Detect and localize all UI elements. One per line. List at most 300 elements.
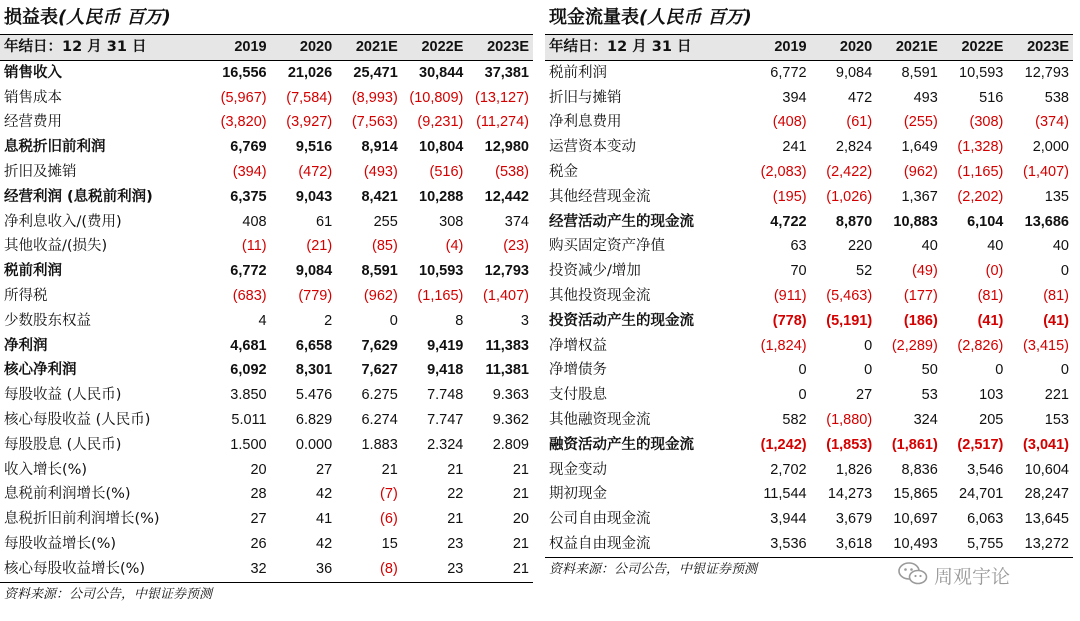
table-row [0,60,533,85]
value-cell: 12,442 [484,188,529,205]
table-row [0,284,533,309]
row-label: 销售收入 [4,64,62,81]
cash-flow-title-text: 现金流量表 [549,7,639,28]
value-cell: 8,870 [835,213,873,230]
value-cell: (2,517) [957,436,1004,453]
header-year-cell: 2021E [876,35,942,60]
value-cell: 9.363 [492,387,529,404]
value-cell: 0 [864,362,873,379]
value-cell: 42 [316,535,333,552]
value-cell: 221 [1044,387,1069,404]
value-cell: 13,272 [1007,532,1073,557]
table-row [0,482,533,507]
value-cell: (472) [298,163,333,180]
value-cell: (255) [903,114,938,131]
value-cell: (1,853) [826,436,873,453]
value-cell: 2 [324,312,333,329]
table-header-row [545,35,1073,60]
value-cell: 1.883 [361,436,398,453]
table-row [545,160,1073,185]
value-cell: 23 [402,557,468,582]
value-cell: 8,301 [295,362,333,379]
value-cell: 23 [447,535,464,552]
value-cell: (1,165) [417,287,464,304]
value-cell: 6,772 [230,263,267,280]
table-row [0,210,533,235]
value-cell: (1,824) [760,337,807,354]
value-cell: 14,273 [827,486,873,503]
watermark-text: 周观宇论 [934,566,1011,588]
value-cell: 25,471 [353,64,398,81]
value-cell: 1,826 [835,461,873,478]
value-cell: 6,092 [230,362,267,379]
value-cell: 63 [790,238,807,255]
value-cell: 0 [798,362,807,379]
table-row [0,433,533,458]
value-cell: 10,697 [893,511,938,528]
value-cell: (911) [773,287,807,304]
value-cell: 2,000 [1032,139,1069,156]
row-label: 购买固定资产净值 [549,238,665,255]
value-cell: 5,755 [942,532,1008,557]
value-cell: 6,375 [230,188,267,205]
value-cell: (13,127) [474,89,529,106]
value-cell: 1,649 [901,139,938,156]
value-cell: 3,546 [967,461,1004,478]
value-cell: (41) [977,312,1004,329]
value-cell: 308 [439,213,464,230]
value-cell: 8,914 [361,139,398,156]
value-cell: 0 [1060,263,1069,280]
value-cell: 11,544 [763,486,807,503]
table-row [0,334,533,359]
value-cell: 11,383 [485,337,529,354]
value-cell: 21 [467,557,533,582]
value-cell: 36 [271,557,337,582]
value-cell: 61 [316,213,333,230]
table-row [545,60,1073,85]
value-cell: (962) [903,163,938,180]
value-cell: 21,026 [287,64,333,81]
header-year-cell: 2020 [271,35,337,60]
header-year-cell: 2021E [336,35,402,60]
table-row [545,433,1073,458]
table-row [545,358,1073,383]
row-label: 少数股东权益 [4,312,91,329]
header-year-cell: 2019 [205,35,271,60]
value-cell: 10,593 [959,64,1004,81]
value-cell: (2,202) [957,188,1004,205]
cash-flow-title [545,0,1073,35]
header-year-cell: 2019 [745,35,811,60]
row-label: 折旧及摊销 [4,163,77,180]
value-cell: 27 [250,511,267,528]
value-cell: (0) [985,263,1004,280]
value-cell: (394) [232,163,267,180]
value-cell: (5,191) [826,312,873,329]
value-cell: (8) [336,557,402,582]
value-cell: 40 [921,238,938,255]
value-cell: 493 [913,89,938,106]
value-cell: 6,104 [967,213,1004,230]
income-statement-panel [0,0,533,607]
income-statement-title-text: 损益表 [4,7,58,28]
value-cell: 21 [512,461,529,478]
value-cell: 2,702 [770,461,807,478]
value-cell: (6) [380,511,398,528]
table-row [0,408,533,433]
value-cell: 3.850 [230,387,267,404]
table-row [545,234,1073,259]
header-year-cell: 2023E [1007,35,1073,60]
value-cell: (962) [363,287,398,304]
value-cell: 516 [979,89,1004,106]
value-cell: (11) [241,238,267,255]
value-cell: 40 [1052,238,1069,255]
value-cell: 20 [250,461,267,478]
value-cell: (1,861) [891,436,938,453]
row-label: 息税折旧前利润 [4,139,106,156]
value-cell: (7) [380,486,398,503]
value-cell: 9,043 [295,188,333,205]
value-cell: 12,980 [484,139,529,156]
row-label: 折旧与摊销 [549,89,622,106]
row-label: 税前利润 [4,263,62,280]
row-label: 净利息费用 [549,114,622,131]
value-cell: 324 [913,411,938,428]
value-cell: (1,880) [826,411,873,428]
value-cell: 52 [856,263,873,280]
income-statement-source: 资料来源：公司公告，中银证券预测 [4,586,213,602]
value-cell: (1,407) [1023,163,1069,180]
value-cell: 8 [455,312,464,329]
row-label: 净增权益 [549,337,607,354]
value-cell: 42 [316,486,333,503]
value-cell: 28,247 [1024,486,1069,503]
value-cell: 472 [847,89,873,106]
value-cell: (4) [445,238,464,255]
value-cell: 6.275 [361,387,398,404]
value-cell: 0 [798,387,807,404]
table-row [545,482,1073,507]
value-cell: 30,844 [419,64,464,81]
table-row [0,309,533,334]
value-cell: (516) [429,163,464,180]
value-cell: 2,824 [835,139,873,156]
value-cell: 9,418 [427,362,464,379]
value-cell: 21 [447,511,464,528]
value-cell: (61) [846,114,873,131]
value-cell: 5.476 [295,387,333,404]
row-label: 每股收益增长(%) [4,535,117,552]
value-cell: 6,658 [295,337,333,354]
value-cell: 6,772 [770,64,807,81]
value-cell: 26 [250,535,267,552]
value-cell: 7,627 [361,362,398,379]
value-cell: 408 [242,213,267,230]
table-row [545,185,1073,210]
value-cell: (11,274) [476,114,529,131]
value-cell: 6.274 [361,411,398,428]
row-label: 经营利润 (息税前利润) [4,188,153,205]
row-label: 现金变动 [549,461,607,478]
value-cell: 394 [782,89,807,106]
value-cell: 205 [979,411,1004,428]
value-cell: 0 [389,312,398,329]
value-cell: 28 [250,486,267,503]
value-cell: 1.500 [230,436,267,453]
value-cell: (493) [363,163,398,180]
table-row [545,309,1073,334]
value-cell: 10,804 [419,139,464,156]
value-cell: 8,591 [361,263,398,280]
value-cell: 3,944 [770,511,807,528]
value-cell: 0 [1060,362,1069,379]
row-label: 净利润 [4,337,48,354]
value-cell: 7.748 [427,387,464,404]
cash-flow-panel [545,0,1073,582]
value-cell: 15 [381,535,398,552]
value-cell: 10,883 [893,213,938,230]
value-cell: (9,231) [417,114,464,131]
value-cell: 2.324 [427,436,464,453]
value-cell: (3,820) [220,114,267,131]
value-cell: 582 [782,411,807,428]
row-label: 融资活动产生的现金流 [549,436,694,453]
value-cell: (81) [1043,287,1069,304]
value-cell: (85) [371,238,398,255]
value-cell: 24,701 [959,486,1004,503]
value-cell: 11,381 [485,362,529,379]
row-label: 投资减少/增加 [549,263,641,280]
table-row [0,259,533,284]
cash-flow-source: 资料来源：公司公告，中银证券预测 [549,561,758,577]
row-label: 公司自由现金流 [549,511,651,528]
table-row [545,135,1073,160]
table-row [0,532,533,557]
table-row [545,334,1073,359]
income-statement-unit: (人民币 百万) [58,7,171,28]
row-label: 每股收益 (人民币) [4,387,122,404]
value-cell: 7,629 [361,337,398,354]
value-cell: (41) [1043,312,1069,329]
value-cell: 153 [1044,411,1069,428]
value-cell: 13,686 [1024,213,1069,230]
row-label: 支付股息 [549,387,607,404]
value-cell: (1,407) [483,287,529,304]
income-statement-table [0,35,533,583]
value-cell: 21 [381,461,398,478]
value-cell: 9,419 [427,337,464,354]
row-label: 经营费用 [4,114,62,131]
row-label: 每股股息 (人民币) [4,436,122,453]
value-cell: 22 [447,486,464,503]
row-label: 其他投资现金流 [549,287,651,304]
value-cell: (186) [903,312,938,329]
header-label-cell: 年结日：12 月 31 日 [0,35,205,60]
row-label: 运营资本变动 [549,139,636,156]
cash-flow-unit: (人民币 百万) [639,7,752,28]
value-cell: 40 [987,238,1004,255]
table-row [545,210,1073,235]
value-cell: (3,927) [286,114,333,131]
value-cell: (683) [232,287,267,304]
row-label: 息税折旧前利润增长(%) [4,511,160,528]
value-cell: 15,865 [893,486,938,503]
value-cell: (21) [306,238,333,255]
value-cell: 103 [979,387,1004,404]
value-cell: 10,604 [1024,461,1069,478]
value-cell: 9,084 [295,263,333,280]
value-cell: 27 [856,387,873,404]
table-row [545,259,1073,284]
header-year-cell: 2023E [467,35,533,60]
header-label-cell: 年结日：12 月 31 日 [545,35,745,60]
value-cell: (81) [977,287,1004,304]
value-cell: 6,063 [967,511,1004,528]
value-cell: 10,493 [876,532,942,557]
value-cell: (1,242) [760,436,807,453]
value-cell: (308) [969,114,1004,131]
table-row [0,135,533,160]
value-cell: 3 [520,312,529,329]
row-label: 经营活动产生的现金流 [549,213,694,230]
value-cell: (5,967) [220,89,267,106]
value-cell: (2,422) [826,163,873,180]
table-row [0,458,533,483]
row-label: 其他融资现金流 [549,411,651,428]
value-cell: 21 [512,486,529,503]
value-cell: (3,415) [1023,337,1069,354]
table-row [545,86,1073,111]
table-row [0,86,533,111]
table-row [0,383,533,408]
value-cell: 241 [782,139,807,156]
value-cell: (23) [503,238,529,255]
value-cell: 70 [790,263,807,280]
row-label: 投资活动产生的现金流 [549,312,694,329]
value-cell: 1,367 [901,188,938,205]
table-row [545,532,1073,557]
value-cell: 10,593 [419,263,464,280]
value-cell: (2,083) [760,163,807,180]
value-cell: 3,618 [811,532,877,557]
value-cell: 7.747 [427,411,464,428]
value-cell: (1,328) [957,139,1004,156]
value-cell: 16,556 [222,64,267,81]
row-label: 核心每股收益 (人民币) [4,411,151,428]
row-label: 核心每股收益增长(%) [0,557,205,582]
row-label: 其他收益/(损失) [4,238,108,255]
value-cell: 8,591 [901,64,938,81]
table-header-row [0,35,533,60]
value-cell: (7,563) [351,114,398,131]
value-cell: 4,681 [230,337,267,354]
value-cell: 8,836 [901,461,938,478]
value-cell: 32 [205,557,271,582]
value-cell: 6.829 [295,411,333,428]
value-cell: 2.809 [492,436,529,453]
value-cell: 4,722 [770,213,807,230]
value-cell: (374) [1035,114,1069,131]
table-row [0,358,533,383]
table-row [0,160,533,185]
value-cell: 13,645 [1024,511,1069,528]
value-cell: 10,288 [419,188,464,205]
table-row [0,234,533,259]
table-row [545,110,1073,135]
value-cell: 9,516 [295,139,333,156]
value-cell: 538 [1044,89,1069,106]
row-label: 税金 [549,163,578,180]
value-cell: (408) [772,114,807,131]
row-label: 净增债务 [549,362,607,379]
value-cell: 4 [258,312,267,329]
value-cell: 53 [921,387,938,404]
wechat-icon [898,562,928,593]
table-row [0,110,533,135]
value-cell: (195) [772,188,807,205]
value-cell: 12,793 [484,263,529,280]
value-cell: 3,536 [745,532,811,557]
row-label: 税前利润 [549,64,607,81]
table-row [545,458,1073,483]
value-cell: 3,679 [835,511,873,528]
value-cell: (538) [495,163,529,180]
value-cell: (49) [911,263,938,280]
value-cell: (7,584) [286,89,333,106]
row-label: 其他经营现金流 [549,188,651,205]
value-cell: (1,165) [957,163,1004,180]
table-row [0,557,533,582]
value-cell: 255 [373,213,398,230]
value-cell: 6,769 [230,139,267,156]
value-cell: (8,993) [351,89,398,106]
row-label: 所得税 [4,287,48,304]
value-cell: 220 [847,238,873,255]
row-label: 息税前利润增长(%) [4,486,131,503]
row-label: 期初现金 [549,486,607,503]
value-cell: 135 [1044,188,1069,205]
table-row [545,408,1073,433]
value-cell: 27 [316,461,333,478]
value-cell: (3,041) [1023,436,1069,453]
value-cell: (2,826) [957,337,1004,354]
header-year-cell: 2022E [402,35,468,60]
table-row [545,284,1073,309]
value-cell: (779) [298,287,333,304]
value-cell: 21 [512,535,529,552]
table-row [0,185,533,210]
row-label: 收入增长(%) [4,461,88,478]
table-row [545,507,1073,532]
value-cell: 374 [504,213,529,230]
cash-flow-table [545,35,1073,558]
value-cell: 21 [447,461,464,478]
watermark [898,562,1010,588]
row-label: 净利息收入/(费用) [4,213,122,230]
value-cell: 12,793 [1024,64,1069,81]
row-label: 核心净利润 [4,362,77,379]
header-year-cell: 2022E [942,35,1008,60]
value-cell: 9.362 [492,411,529,428]
value-cell: (177) [903,287,938,304]
value-cell: 8,421 [361,188,398,205]
header-year-cell: 2020 [811,35,877,60]
value-cell: 0 [995,362,1004,379]
value-cell: 9,084 [835,64,873,81]
value-cell: 20 [512,511,529,528]
